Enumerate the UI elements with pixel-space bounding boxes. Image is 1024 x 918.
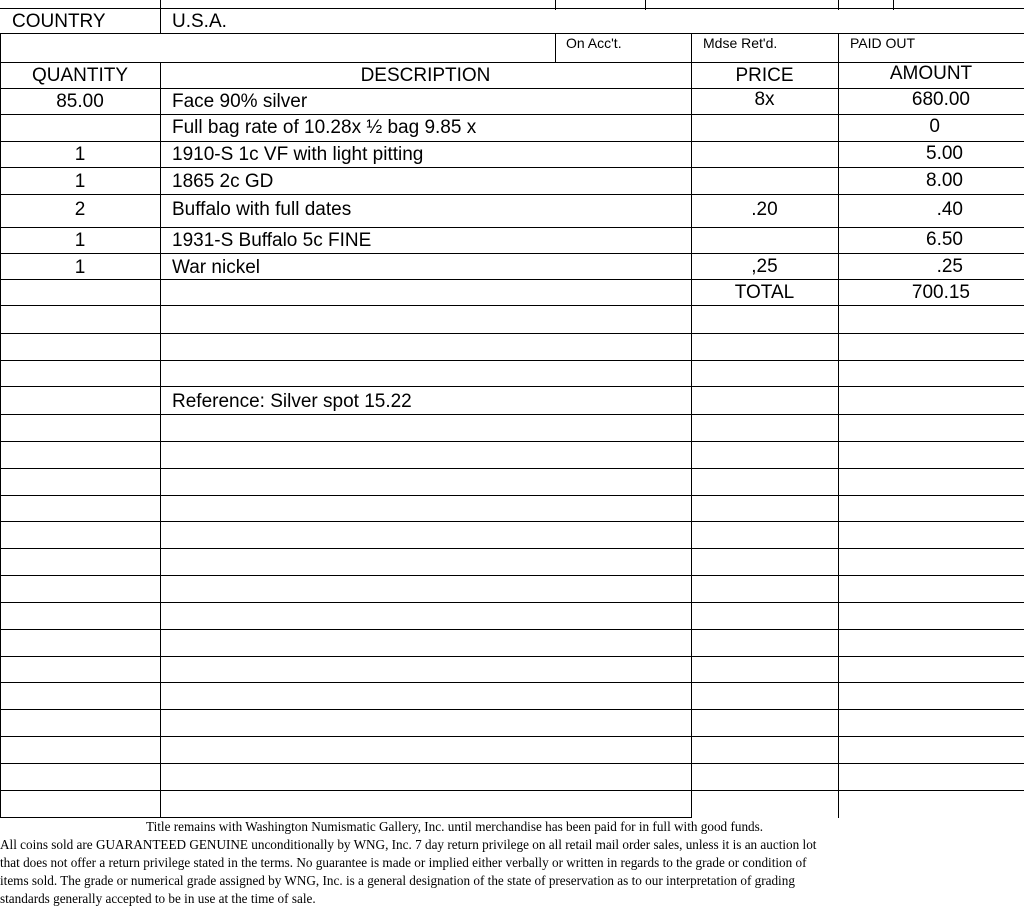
row-rule <box>0 305 1024 306</box>
on-account-label: On Acc't. <box>566 35 622 51</box>
row-rule <box>0 521 1024 522</box>
row-rule <box>0 468 1024 469</box>
row-price: ,25 <box>751 256 778 277</box>
row-rule <box>0 414 1024 415</box>
row-rule <box>0 736 1024 737</box>
row-rule <box>0 682 1024 683</box>
row-price: 8x <box>754 89 775 110</box>
row-rule <box>0 495 1024 496</box>
row-rule <box>0 227 1024 228</box>
grid-column-divider-description <box>691 62 692 818</box>
status-divider <box>691 33 692 63</box>
row-description: Full bag rate of 10.28x ½ bag 9.85 x <box>172 117 477 138</box>
row-amount: 5.00 <box>926 143 963 164</box>
row-rule <box>0 253 1024 254</box>
row-amount: 680.00 <box>911 89 970 110</box>
row-rule <box>0 763 1024 764</box>
row-rule <box>0 548 1024 549</box>
row-rule <box>0 360 1024 361</box>
grid-column-divider-quantity <box>160 62 161 818</box>
row-quantity: 85.00 <box>56 91 104 112</box>
row-rule <box>0 88 1024 89</box>
top-divider <box>893 0 894 10</box>
status-left-border <box>0 33 1 63</box>
row-description: 1865 2c GD <box>172 171 274 192</box>
row-amount: .25 <box>936 256 963 277</box>
country-row-rule <box>0 33 1024 34</box>
row-quantity: 1 <box>74 257 86 278</box>
total-amount: 700.15 <box>911 282 970 303</box>
terms-line: Title remains with Washington Numismatic Gallery, Inc. until merchandise has been paid for in full with good funds. <box>146 819 764 834</box>
paid-out-label: PAID OUT <box>850 35 916 51</box>
row-rule <box>0 194 1024 195</box>
row-rule <box>0 602 1024 603</box>
row-rule <box>0 386 1024 387</box>
row-quantity: 1 <box>74 230 86 251</box>
total-label: TOTAL <box>734 282 795 303</box>
row-rule <box>0 441 1024 442</box>
row-quantity: 1 <box>74 144 86 165</box>
row-description: Buffalo with full dates <box>172 199 352 220</box>
top-divider <box>838 0 839 10</box>
row-rule <box>0 333 1024 334</box>
row-rule <box>0 575 1024 576</box>
row-rule <box>0 790 1024 791</box>
reference-note: Reference: Silver spot 15.22 <box>172 391 412 412</box>
column-header-price: PRICE <box>735 65 794 86</box>
country-label: COUNTRY <box>12 11 106 32</box>
row-rule <box>0 141 1024 142</box>
column-header-quantity: QUANTITY <box>31 65 129 86</box>
terms-footer <box>0 818 1024 918</box>
row-rule <box>0 114 1024 115</box>
row-rule <box>0 656 1024 657</box>
row-amount: 0 <box>929 116 940 137</box>
column-header-description: DESCRIPTION <box>360 65 491 86</box>
row-quantity: 2 <box>74 199 86 220</box>
top-divider <box>645 0 646 10</box>
terms-line: items sold. The grade or numerical grade assigned by WNG, Inc. is a general designation of the state of preservation as to our interpretation of grading <box>0 873 795 888</box>
row-amount: 8.00 <box>926 170 963 191</box>
row-rule <box>0 629 1024 630</box>
terms-line: All coins sold are GUARANTEED GENUINE unconditionally by WNG, Inc. 7 day return privilege on all retail mail order sales, unless it is an auction lot <box>0 837 817 852</box>
column-header-amount: AMOUNT <box>889 63 973 84</box>
terms-line: that does not offer a return privilege stated in the terms. No guarantee is made or implied either verbally or written in regards to the grade or condition of <box>0 855 807 870</box>
row-amount: 6.50 <box>926 229 963 250</box>
form-top-rule <box>0 8 1024 9</box>
top-divider <box>555 0 556 10</box>
row-description: Face 90% silver <box>172 91 308 112</box>
country-divider <box>160 8 161 34</box>
row-quantity: 1 <box>74 171 86 192</box>
status-divider <box>555 33 556 63</box>
row-description: War nickel <box>172 257 260 278</box>
status-divider <box>838 33 839 63</box>
country-value: U.S.A. <box>172 11 227 32</box>
terms-line: standards generally accepted to be in use at the time of sale. <box>0 891 316 906</box>
row-description: 1931-S Buffalo 5c FINE <box>172 230 372 251</box>
status-row-rule <box>0 62 1024 63</box>
row-rule <box>0 709 1024 710</box>
row-rule <box>0 167 1024 168</box>
row-price: .20 <box>751 199 778 220</box>
row-description: 1910-S 1c VF with light pitting <box>172 144 424 165</box>
row-rule <box>0 279 1024 280</box>
mdse-returned-label: Mdse Ret'd. <box>703 35 778 51</box>
row-amount: .40 <box>936 199 963 220</box>
